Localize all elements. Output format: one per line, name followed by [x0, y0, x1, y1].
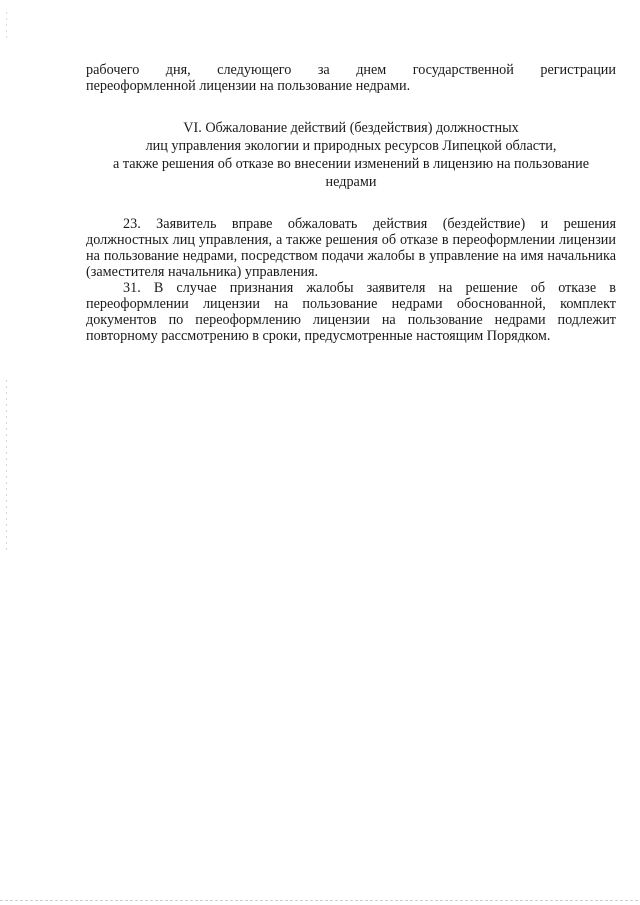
scan-edge-mark	[0, 900, 640, 901]
section-heading	[86, 119, 616, 191]
document-body	[86, 62, 616, 344]
continuation-line-2: переоформленной лицензии на пользование недрами.	[86, 78, 411, 94]
scan-edge-mark	[6, 12, 7, 42]
paragraph-31: 31. В случае признания жалобы заявителя на решение об отказе в переоформлении лицензии на пользование недрами обоснованной, комплект документов по переоформлению лицензии на пользование недрами подлежит повторному рассмотрению в сроки, предусмотренные настоящим Порядком.	[86, 280, 616, 344]
scan-edge-mark	[6, 380, 7, 550]
spacer	[86, 191, 616, 216]
section-heading-line: недрами	[325, 174, 377, 190]
continuation-line-1: рабочего дня, следующего за днем государственной регистрации	[86, 62, 616, 78]
paragraph-23: 23. Заявитель вправе обжаловать действия (бездействие) и решения должностных лиц управления, а также решения об отказе в переоформлении лицензии на пользование недрами, посредством подачи жалобы в управление на имя начальника (заместителя начальника) управления.	[86, 216, 616, 280]
section-heading-line: лиц управления экологии и природных ресурсов Липецкой области,	[145, 138, 557, 154]
section-heading-line: а также решения об отказе во внесении изменений в лицензию на пользование	[112, 156, 590, 172]
section-heading-line: VI. Обжалование действий (бездействия) должностных	[183, 120, 519, 136]
